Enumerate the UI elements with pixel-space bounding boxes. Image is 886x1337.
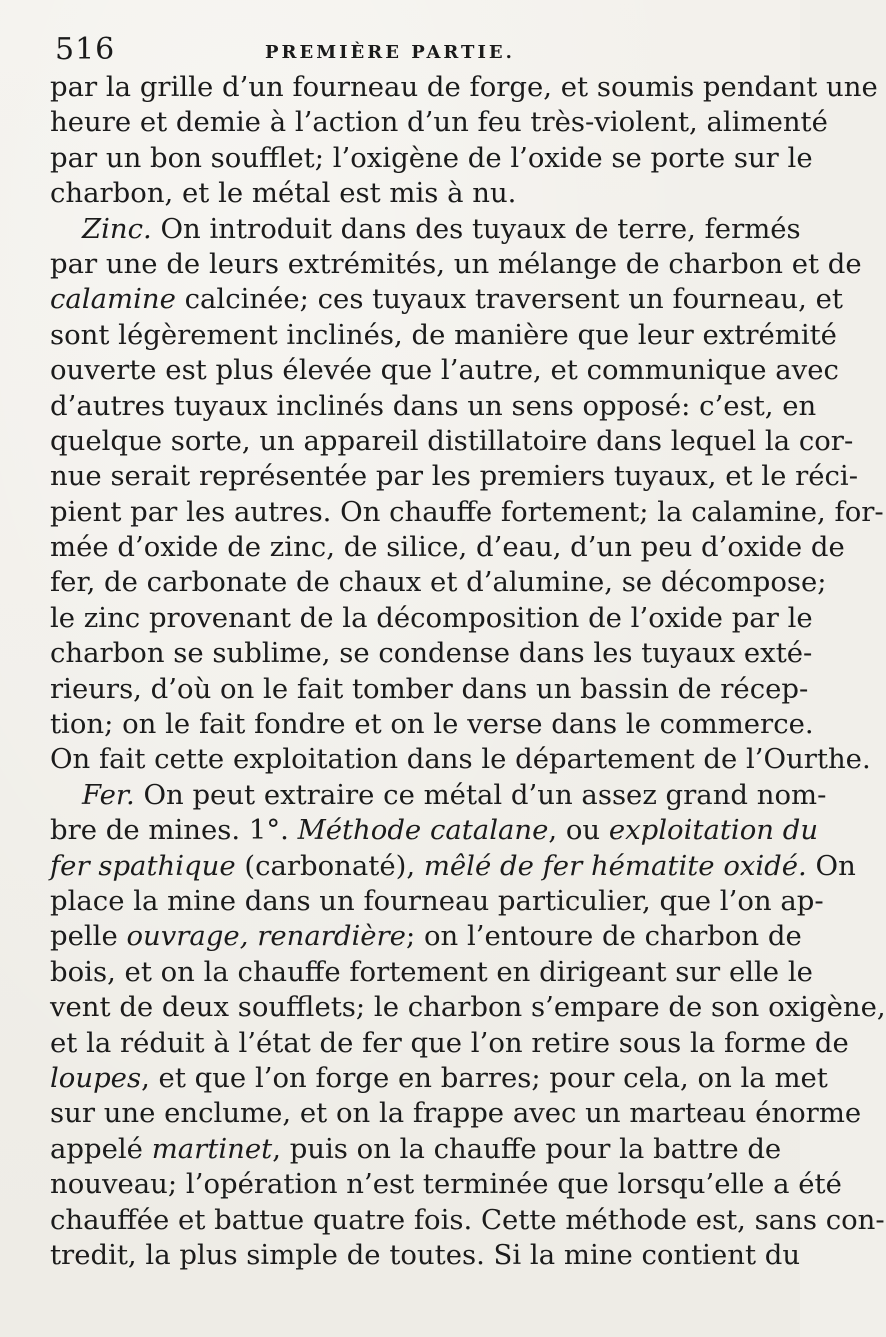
text-segment: le zinc provenant de la décomposition de l’oxide par le — [50, 601, 813, 634]
text-line — [50, 530, 845, 565]
body-text — [50, 70, 886, 1273]
text-line — [50, 707, 814, 742]
text-segment: pelle — [50, 920, 127, 953]
text-segment: sur une enclume, et on la frappe avec un marteau énorme — [50, 1097, 862, 1130]
text-segment: d’autres tuyaux inclinés dans un sens opposé: c’est, en — [50, 389, 817, 422]
text-segment: On peut extraire ce métal d’un assez grand nom- — [134, 778, 827, 811]
text-line — [50, 1061, 828, 1096]
text-line — [50, 176, 780, 211]
text-segment: fer, de carbonate de chaux et d’alumine, se décompose; — [50, 566, 827, 599]
text-line — [50, 495, 884, 530]
text-line — [50, 1026, 849, 1061]
text-segment: , puis on la chauffe pour la battre de — [272, 1132, 782, 1165]
text-line — [50, 247, 862, 282]
text-line — [50, 1167, 842, 1202]
text-segment: calcinée; ces tuyaux traversent un fourneau, et — [175, 283, 843, 316]
text-line — [50, 672, 809, 707]
text-segment: On introduit dans des tuyaux de terre, fermés — [151, 212, 801, 245]
text-segment: On fait cette exploitation dans le département de l’Ourthe. — [50, 743, 871, 776]
text-segment: ; on l’entoure de charbon de — [405, 920, 802, 953]
italic-text: loupes — [50, 1061, 142, 1094]
text-segment: par une de leurs extrémités, un mélange de charbon et de — [50, 247, 862, 280]
text-line — [50, 565, 827, 600]
text-segment: place la mine dans un fourneau particulier, que l’on ap- — [50, 884, 824, 917]
text-line — [50, 884, 824, 919]
text-line — [50, 1203, 885, 1238]
text-segment: chauffée et battue quatre fois. Cette méthode est, sans con- — [50, 1203, 885, 1236]
italic-text: martinet — [151, 1132, 273, 1165]
text-segment: nouveau; l’opération n’est terminée que lorsqu’elle a été — [50, 1168, 842, 1201]
text-line — [50, 601, 813, 636]
text-segment: vent de deux soufflets; le charbon s’empare de son oxigène, — [50, 991, 886, 1024]
text-line — [50, 105, 828, 140]
text-segment: ouverte est plus élevée que l’autre, et communique avec — [50, 354, 839, 387]
text-segment: bois, et on la chauffe fortement en dirigeant sur elle le — [50, 955, 813, 988]
text-segment: , et que l’on forge en barres; pour cela, on la met — [141, 1061, 828, 1094]
text-segment: (carbonaté), — [235, 849, 424, 882]
text-line — [50, 990, 886, 1025]
page-number: 516 — [55, 32, 116, 67]
italic-text: calamine — [50, 283, 176, 316]
text-line — [50, 141, 813, 176]
text-line — [50, 849, 856, 884]
text-line — [50, 318, 837, 353]
text-line — [50, 636, 813, 671]
text-segment: appelé — [50, 1132, 152, 1165]
running-head: PREMIÈRE PARTIE. — [265, 42, 515, 63]
text-line — [50, 955, 813, 990]
text-segment: tion; on le fait fondre et on le verse dans le commerce. — [50, 708, 814, 741]
page-header — [55, 32, 745, 72]
text-line — [50, 813, 819, 848]
text-segment: bre de mines. 1°. — [50, 814, 298, 847]
text-segment: quelque sorte, un appareil distillatoire dans lequel la cor- — [50, 424, 854, 457]
text-segment: On — [806, 849, 856, 882]
text-line — [50, 389, 817, 424]
italic-text: exploitation du — [608, 814, 819, 847]
text-segment: charbon, et le métal est mis à nu. — [50, 177, 517, 210]
italic-text: Fer. — [82, 778, 135, 811]
text-segment: , ou — [548, 814, 609, 847]
text-line — [50, 282, 843, 317]
text-line — [50, 1238, 801, 1273]
text-segment: nue serait représentée par les premiers tuyaux, et le réci- — [50, 460, 859, 493]
text-segment: charbon se sublime, se condense dans les tuyaux exté- — [50, 637, 813, 670]
text-line — [50, 778, 827, 813]
text-line — [50, 353, 839, 388]
text-segment: par un bon soufflet; l’oxigène de l’oxide se porte sur le — [50, 141, 813, 174]
text-line — [50, 459, 859, 494]
text-segment: mée d’oxide de zinc, de silice, d’eau, d’un peu d’oxide de — [50, 531, 845, 564]
text-line — [50, 70, 878, 105]
text-line — [50, 742, 871, 777]
text-line — [50, 424, 854, 459]
text-segment: sont légèrement inclinés, de manière que leur extrémité — [50, 318, 837, 351]
text-line — [50, 212, 801, 247]
text-segment: par la grille d’un fourneau de forge, et soumis pendant une — [50, 71, 878, 103]
italic-text: Méthode catalane — [297, 814, 549, 847]
text-segment: rieurs, d’où on le fait tomber dans un bassin de récep- — [50, 672, 809, 705]
text-line — [50, 919, 802, 954]
text-line — [50, 1096, 862, 1131]
italic-text: Zinc. — [82, 212, 152, 245]
text-segment: tredit, la plus simple de toutes. Si la mine contient du — [50, 1238, 801, 1271]
text-line — [50, 1132, 780, 1167]
text-segment: et la réduit à l’état de fer que l’on retire sous la forme de — [50, 1026, 849, 1059]
italic-text: ouvrage, renardière — [126, 920, 406, 953]
italic-text: fer spathique — [50, 849, 236, 882]
text-segment: pient par les autres. On chauffe fortement; la calamine, for- — [50, 495, 884, 528]
text-segment: heure et demie à l’action d’un feu très-violent, alimenté — [50, 106, 828, 139]
italic-text: mêlé de fer hématite oxidé. — [423, 849, 807, 882]
